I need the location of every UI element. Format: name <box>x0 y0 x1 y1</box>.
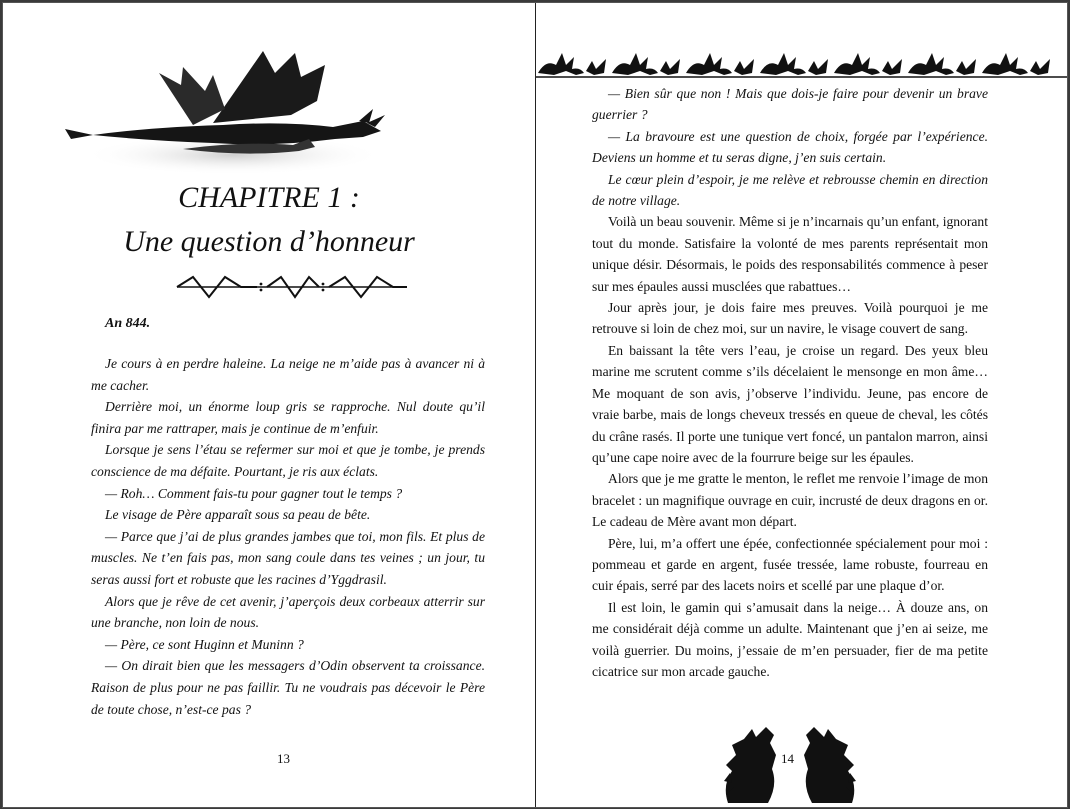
book-spread <box>2 2 1068 808</box>
howling-wolf-icon <box>802 725 858 805</box>
paragraph: Lorsque je sens l’étau se refermer sur moi et que je tombe, je prends conscience de ma défaite. Pourtant, je ris aux éclats. <box>91 442 485 479</box>
dragon-frieze-icon <box>536 47 1067 81</box>
paragraph: — Bien sûr que non ! Mais que dois-je faire pour devenir un brave guerrier ? <box>592 86 988 123</box>
paragraph: Le visage de Père apparaît sous sa peau de bête. <box>105 507 371 523</box>
paragraph: Le cœur plein d’espoir, je me relève et rebrousse chemin en direction de notre village. <box>592 171 988 209</box>
dragon-illustration-icon <box>63 43 403 173</box>
paragraph: Alors que je me gratte le menton, le reflet me renvoie l’image de mon bracelet : un magnifique ouvrage en cuir, incrusté de deux dragons en or. Le cadeau de Mère avant mon départ. <box>592 471 988 530</box>
paragraph: En baissant la tête vers l’eau, je croise un regard. Des yeux bleu marine me scrutent comme s’ils décelaient le mensonge en mon âme… Me moquant de son avis, j’observe l’individu. Jeune, pas encore de vraie barbe, mais de longs cheveux tressés en queue de cheval, les côtés du crâne rasés. Il porte une tunique vert foncé, un pantalon marron, ainsi qu’une cape noire avec de la fourrure beige sur les épaules. <box>592 342 988 465</box>
left-page <box>3 3 536 807</box>
paragraph: — Parce que j’ai de plus grandes jambes que toi, mon fils. Et plus de muscles. Ne t’en fais pas, mon sang coule dans tes veines ; un jour, tu seras aussi fort et robuste que les racines d’Yggdrasil. <box>91 528 485 587</box>
paragraph: Alors que je rêve de cet avenir, j’aperçois deux corbeaux atterrir sur une branche, non loin de nous. <box>91 593 485 631</box>
rune-divider-icon <box>173 275 411 299</box>
paragraph: Voilà un beau souvenir. Même si je n’incarnais qu’un enfant, ignorant tout du monde. Satisfaire la volonté de mes parents représentait mon unique désir. Désormais, le poids des responsabilités commence à peser sur mes épaules aussi musclées que rabattues… <box>592 214 988 294</box>
page-number: 14 <box>781 751 794 766</box>
paragraph: — Père, ce sont Huginn et Muninn ? <box>105 636 304 652</box>
chapter-title: CHAPITRE 1 : <box>178 181 360 214</box>
paragraph: Jour après jour, je dois faire mes preuves. Voilà pourquoi je me retrouve si loin de chez moi, sur un navire, le visage couvert de sang. <box>592 300 988 337</box>
left-page-text <box>91 353 485 720</box>
paragraph: — Roh… Comment fais-tu pour gagner tout le temps ? <box>105 485 403 501</box>
paragraph: — On dirait bien que les messagers d’Odin observent ta croissance. Raison de plus pour ne pas faillir. Tu ne voudrais pas décevoir le Père de toute chose, n’est-ce pas ? <box>91 658 485 717</box>
paragraph: Père, lui, m’a offert une épée, confectionnée spécialement pour moi : pommeau et garde en argent, fusée tressée, lame robuste, fourreau en cuir épais, serré par des lacets noirs et scellé par une plaque d’or. <box>592 535 988 594</box>
howling-wolf-icon <box>722 725 778 805</box>
chapter-subtitle: Une question d’honneur <box>123 225 415 258</box>
paragraph: Derrière moi, un énorme loup gris se rapproche. Nul doute qu’il finira par me rattraper, mais je continue de m’enfuir. <box>91 399 485 436</box>
right-page-text <box>592 83 988 682</box>
year-heading: An 844. <box>105 316 151 331</box>
paragraph: — La bravoure est une question de choix, forgée par l’expérience. Deviens un homme et tu seras digne, j’en suis certain. <box>592 128 988 166</box>
paragraph: Il est loin, le gamin qui s’amusait dans la neige… À douze ans, on me considérait déjà comme un adulte. Maintenant que j’en ai seize, me voilà guerrier. Du moins, j’essaie de m’en persuader, fier de ma petite cicatrice sur mon arcade gauche. <box>592 599 988 679</box>
right-page <box>536 3 1067 807</box>
paragraph: Je cours à en perdre haleine. La neige ne m’aide pas à avancer ni à me cacher. <box>91 356 485 393</box>
page-number: 13 <box>277 751 290 766</box>
